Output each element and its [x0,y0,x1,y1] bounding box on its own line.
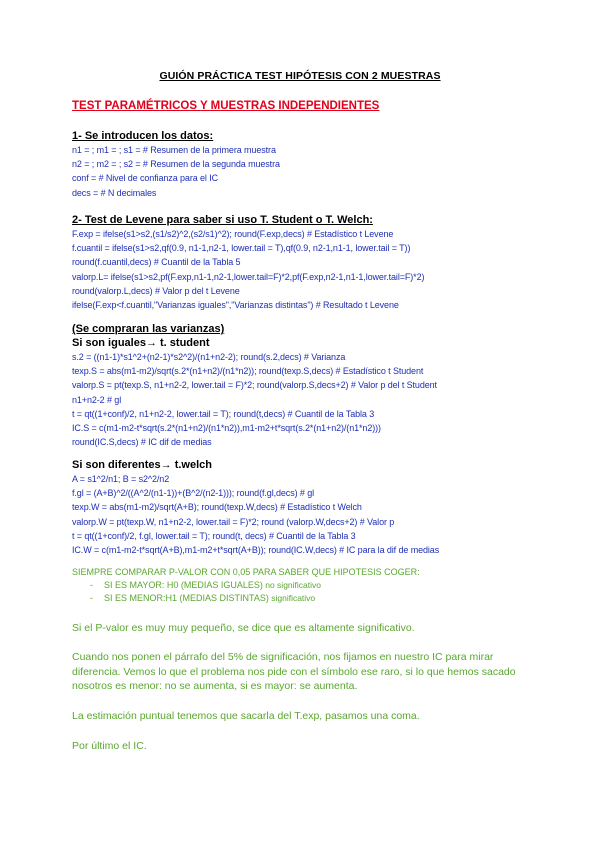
code-line: IC.S = c(m1-m2-t*sqrt(s.2*(n1+n2)/(n1*n2)),m1-m2+t*sqrt(s.2*(n1+n2)/(n1*n2))) [72,423,381,434]
code-line: texp.S = abs(m1-m2)/sqrt(s.2*(n1+n2)/(n1*n2)); round(texp.S,decs) # Estadístico t Student [72,366,424,377]
code-line: texp.W = abs(m1-m2)/sqrt(A+B); round(texp.W,decs) # Estadístico t Welch [72,502,362,513]
p-value-note [72,566,532,605]
code-line: n2 = ; m2 = ; s2 = # Resumen de la segunda muestra [72,159,280,170]
section-heading: (Se compraran las varianzas) [72,323,225,335]
code-line: F.exp = ifelse(s1>s2,(s1/s2)^2,(s2/s1)^2); round(F.exp,decs) # Estadístico t Levene [72,229,394,239]
section-data-input [72,129,542,200]
code-line: s.2 = ((n1-1)*s1^2+(n2-1)*s2^2)/(n1+n2-2); round(s.2,decs) # Varianza [72,352,346,362]
bullet-dash: - [90,593,93,603]
section-subheading: Si son diferentes→ t.welch [72,459,212,471]
bullet-strong: SI ES MAYOR: H0 (MEDIAS IGUALES) [104,580,263,590]
code-line: round(IC.S,decs) # IC dif de medias [72,437,212,448]
section-levene-test [72,213,542,312]
document-title: GUIÓN PRÁCTICA TEST HIPÓTESIS CON 2 MUESTRAS [159,70,441,82]
code-line: IC.W = c(m1-m2-t*sqrt(A+B),m1-m2+t*sqrt(A+B)); round(IC.W,decs) # IC para la dif de medias [72,545,440,556]
section-welch [72,458,542,557]
bullet-dash: - [90,580,93,590]
list-item [72,579,532,592]
paragraph: Por último el IC. [72,740,147,752]
code-line: round(f.cuantil,decs) # Cuantil de la Tabla 5 [72,257,241,268]
section-heading: 2- Test de Levene para saber si uso T. Student o T. Welch: [72,214,373,226]
code-line: A = s1^2/n1; B = s2^2/n2 [72,474,170,484]
code-line: n1 = ; m1 = ; s1 = # Resumen de la primera muestra [72,145,276,155]
code-line: valorp.L= ifelse(s1>s2,pf(F.exp,n1-1,n2-1,lower.tail=F)*2,pf(F.exp,n2-1,n1-1,lower.tail=F)*2) [72,271,425,282]
code-line: conf = # Nivel de confianza para el IC [72,173,219,184]
document-subtitle: TEST PARAMÉTRICOS Y MUESTRAS INDEPENDIENTES [72,100,380,112]
section-subheading: Si son iguales→ t. student [72,337,210,349]
bullet-strong: SI ES MENOR:H1 (MEDIAS DISTINTAS) [104,593,269,603]
bullet-rest: no significativo [262,580,321,590]
code-line: valorp.S = pt(texp.S, n1+n2-2, lower.tail = F)*2; round(valorp.S,decs+2) # Valor p del t Student [72,380,437,391]
list-item [72,592,532,605]
paragraph: Si el P-valor es muy muy pequeño, se dice que es altamente significativo. [72,622,415,634]
paragraph: Cuando nos ponen el párrafo del 5% de significación, nos fijamos en nuestro IC para mirar diferencia. Vemos lo que el problema nos pide con el símbolo ese raro, si lo que hemos sacado nosotros es menor: no se aumenta, si es mayor: se aumenta. [72,651,516,692]
code-line: t = qt((1+conf)/2, f.gl, lower.tail = T); round(t, decs) # Cuantil de la Tabla 3 [72,530,356,541]
bullet-rest: significativo [268,593,316,603]
paragraph: La estimación puntual tenemos que sacarla del T.exp, pasamos una coma. [72,710,420,722]
code-line: f.gl = (A+B)^2/((A^2/(n1-1))+(B^2/(n2-1))); round(f.gl,decs) # gl [72,488,315,499]
code-line: n1+n2-2 # gl [72,394,122,405]
section-heading: 1- Se introducen los datos: [72,130,214,142]
code-line: decs = # N decimales [72,187,157,198]
code-line: valorp.W = pt(texp.W, n1+n2-2, lower.tail = F)*2; round (valorp.W,decs+2) # Valor p [72,516,395,527]
code-line: ifelse(F.exp<f.cuantil,"Varianzas iguales","Varianzas distintas") # Resultado t Levene [72,300,399,311]
code-line: f.cuantil = ifelse(s1>s2,qf(0.9, n1-1,n2-1, lower.tail = T),qf(0.9, n2-1,n1-1, lower.tail = T)) [72,243,411,254]
note-heading: SIEMPRE COMPARAR P-VALOR CON 0,05 PARA SABER QUE HIPOTESIS COGER: [72,567,420,577]
section-student [72,322,542,449]
code-line: t = qt((1+conf)/2, n1+n2-2, lower.tail = T); round(t,decs) # Cuantil de la Tabla 3 [72,408,375,419]
code-line: round(valorp.L,decs) # Valor p del t Levene [72,285,240,296]
